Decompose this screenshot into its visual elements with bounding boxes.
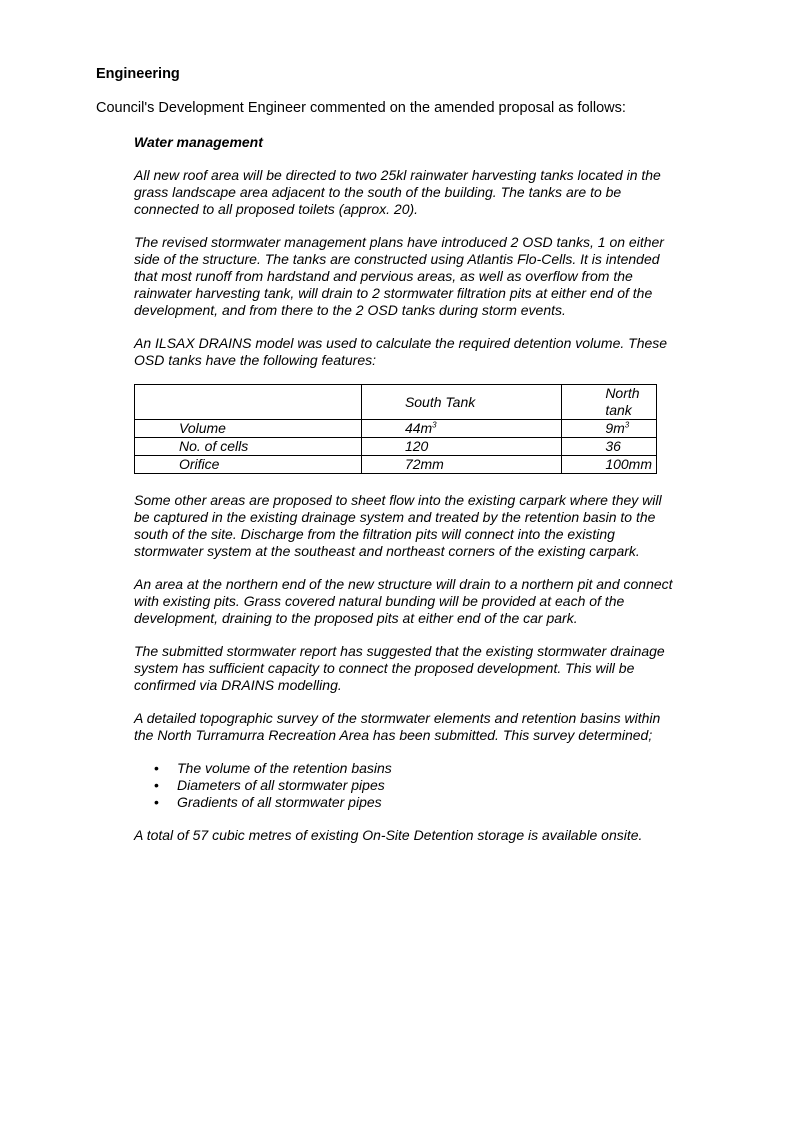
table-row	[135, 438, 657, 456]
intro-text: Council's Development Engineer commented on the amended proposal as follows:	[96, 100, 626, 116]
table-header-cell: North tank	[562, 385, 657, 420]
north-value: $9m^3$	[562, 420, 657, 438]
bullet-icon: •	[154, 777, 159, 793]
report-body	[134, 134, 674, 860]
paragraph-rainwater-tanks: All new roof area will be directed to two 25kl rainwater harvesting tanks located in the grass landscape area adjacent to the south of the building. The tanks are to be connected to all proposed toilets (approx. 20).	[134, 167, 661, 217]
osd-tank-table	[134, 384, 657, 474]
south-value: 72mm	[361, 456, 561, 474]
south-value: 120	[361, 438, 561, 456]
paragraph-drains-model: An ILSAX DRAINS model was used to calculate the required detention volume. These OSD tanks have the following features:	[134, 335, 668, 368]
row-label: Volume	[135, 420, 362, 438]
south-value: $44m^3$	[361, 420, 561, 438]
list-item: • Diameters of all stormwater pipes	[154, 777, 385, 793]
table-header-cell	[135, 385, 362, 420]
north-value: 36	[562, 438, 657, 456]
bullet-icon: •	[154, 794, 159, 810]
bullet-icon: •	[154, 760, 159, 776]
survey-findings-list	[134, 760, 674, 811]
table-row	[135, 420, 657, 438]
table-header-cell: South Tank	[361, 385, 561, 420]
paragraph-topographic-survey: A detailed topographic survey of the stormwater elements and retention basins within the North Turramurra Recreation Area has been submitted. This survey determined;	[134, 710, 661, 743]
table-row	[135, 456, 657, 474]
paragraph-sheet-flow: Some other areas are proposed to sheet flow into the existing carpark where they will be captured in the existing drainage system and treated by the retention basin to the south of the site. Discharge from the filtration pits will connect into the existing stormwater system at the southeast and northeast corners of the existing carpark.	[134, 492, 662, 559]
north-value: 100mm	[562, 456, 657, 474]
subsection-title: Water management	[134, 134, 263, 150]
section-heading: Engineering	[96, 66, 180, 82]
row-label: No. of cells	[135, 438, 362, 456]
list-item: • Gradients of all stormwater pipes	[154, 794, 382, 810]
table-header-row	[135, 385, 657, 420]
list-item: • The volume of the retention basins	[154, 760, 392, 776]
paragraph-osd-tanks: The revised stormwater management plans have introduced 2 OSD tanks, 1 on either side of the structure. The tanks are constructed using Atlantis Flo-Cells. It is intended that most runoff from hardstand and pervious areas, as well as overflow from the rainwater harvesting tank, will drain to 2 stormwater filtration pits at either end of the development, and from there to the 2 OSD tanks during storm events.	[134, 234, 664, 318]
paragraph-northern-pit: An area at the northern end of the new structure will drain to a northern pit and connect with existing pits. Grass covered natural bunding will be provided at each of the development, draining to the proposed pits at either end of the car park.	[134, 576, 673, 626]
paragraph-stormwater-report: The submitted stormwater report has suggested that the existing stormwater drainage system has sufficient capacity to connect the proposed development. This will be confirmed via DRAINS modelling.	[134, 643, 665, 693]
paragraph-closing: A total of 57 cubic metres of existing On-Site Detention storage is available onsite.	[134, 827, 643, 843]
row-label: Orifice	[135, 456, 362, 474]
